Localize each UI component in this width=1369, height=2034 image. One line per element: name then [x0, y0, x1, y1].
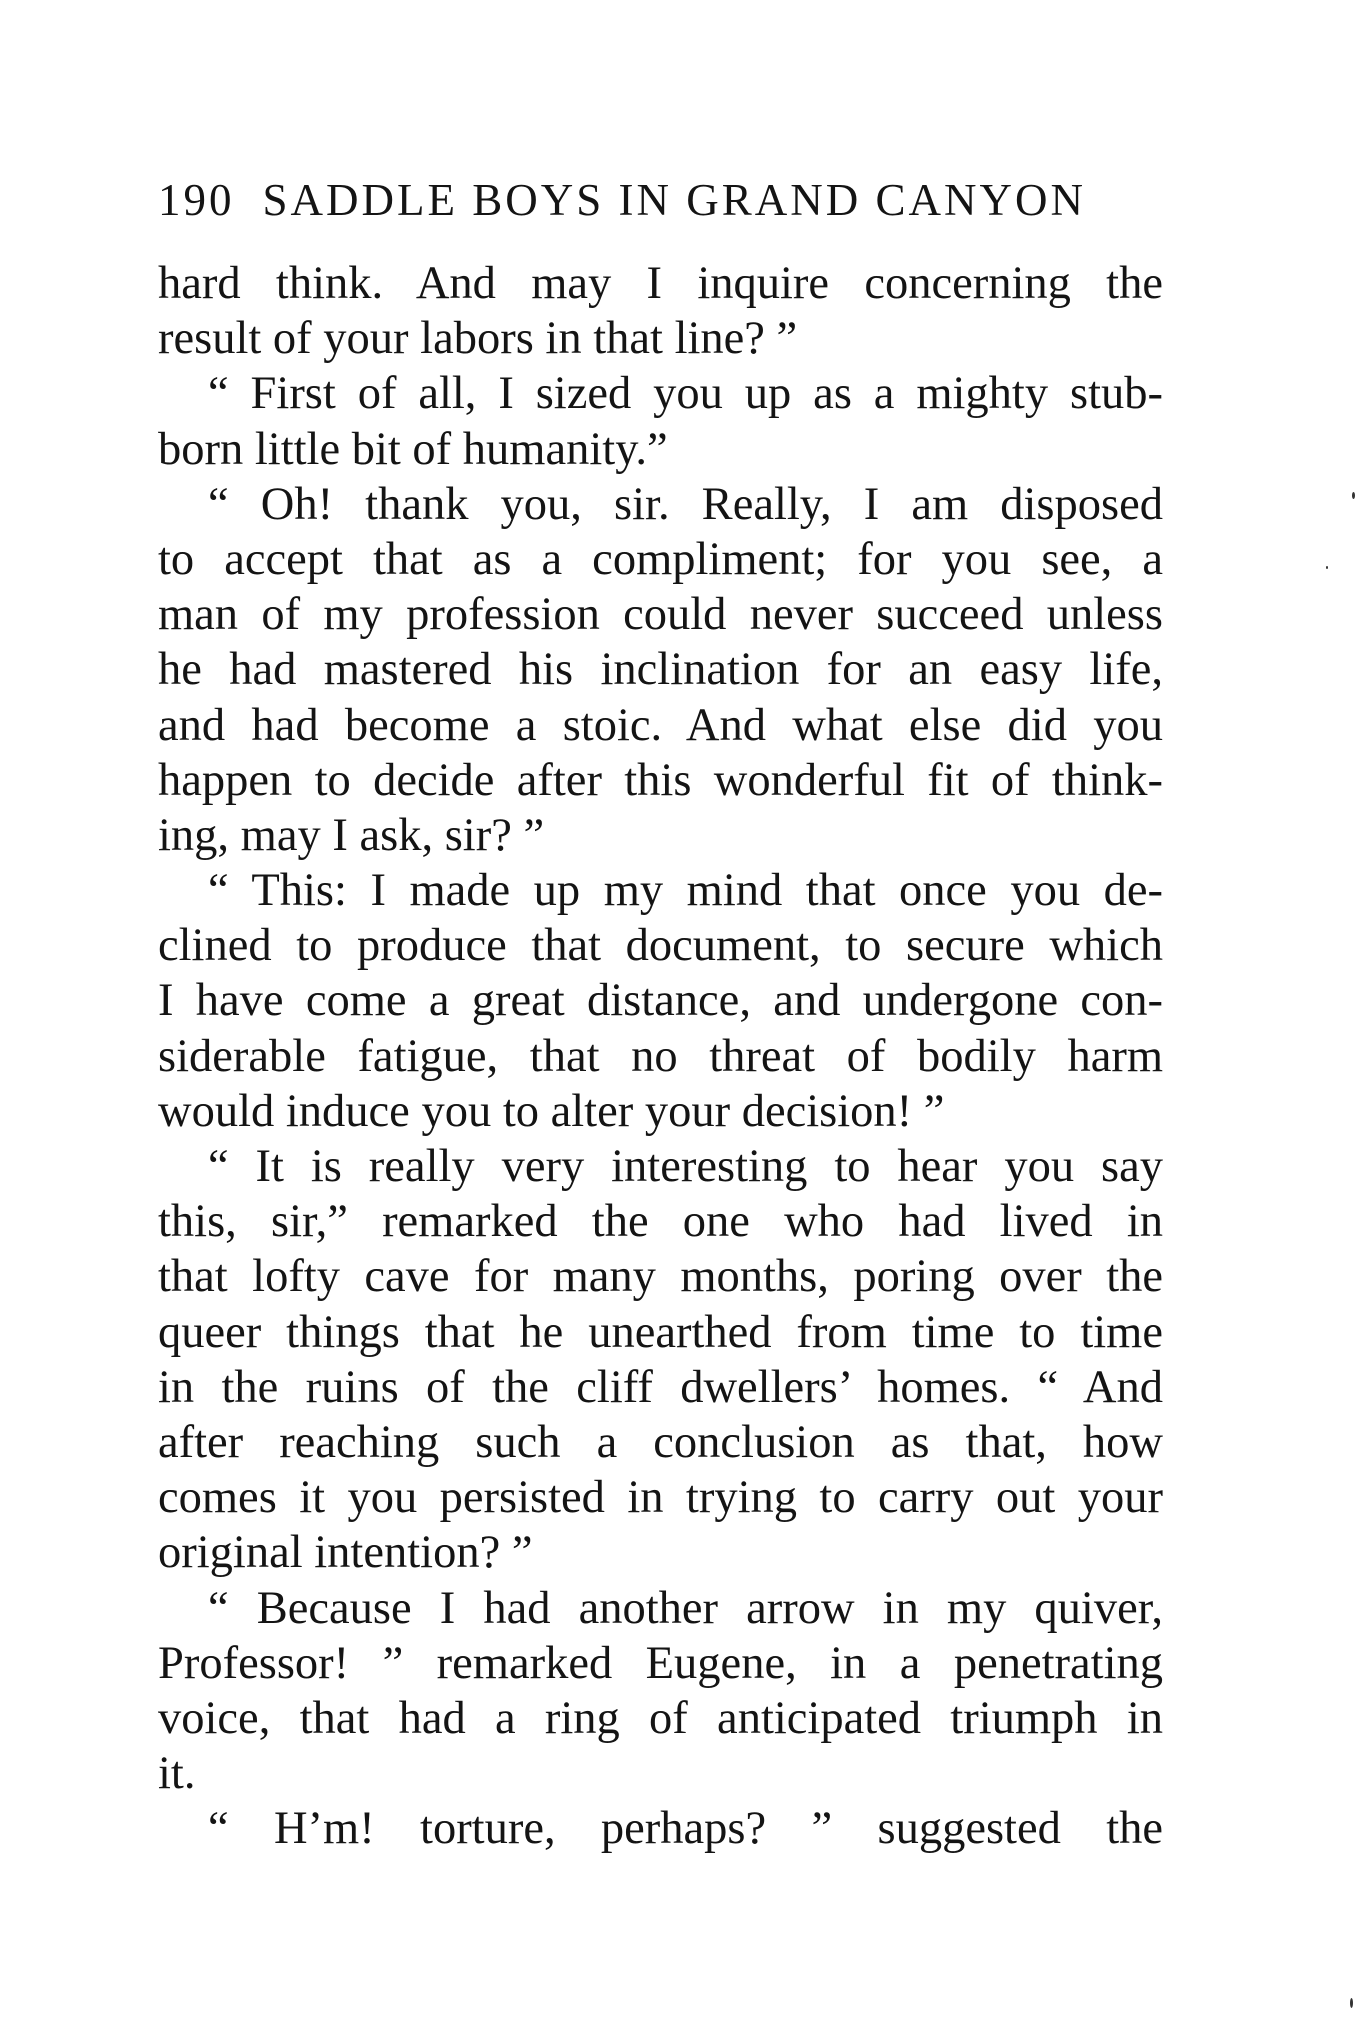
text-line: I have come a great distance, and undergone con- [158, 975, 1163, 1027]
text-line: Professor! ” remarked Eugene, in a penetrating [158, 1637, 1163, 1689]
text-line: “ Oh! thank you, sir. Really, I am disposed [208, 478, 1163, 530]
scan-speck [1326, 566, 1328, 569]
text-line: voice, that had a ring of anticipated triumph in [158, 1692, 1163, 1744]
text-line: born little bit of humanity.” [158, 423, 668, 475]
text-line: hard think. And may I inquire concerning the [158, 258, 1163, 309]
text-line: ing, may I ask, sir? ” [158, 809, 545, 861]
body-text [158, 256, 1163, 1856]
running-head [158, 170, 1158, 230]
running-title: SADDLE BOYS IN GRAND CANYON [262, 175, 1087, 225]
text-line: this, sir,” remarked the one who had lived in [158, 1196, 1163, 1248]
text-line: he had mastered his inclination for an easy life, [158, 644, 1163, 696]
text-line: “ First of all, I sized you up as a mighty stub- [208, 368, 1163, 420]
text-line: and had become a stoic. And what else did you [158, 699, 1163, 751]
text-line: siderable fatigue, that no threat of bodily harm [158, 1030, 1163, 1082]
text-line: queer things that he unearthed from time to time [158, 1306, 1163, 1358]
page-number: 190 [158, 175, 235, 225]
scan-speck [1350, 1998, 1353, 2008]
text-line: clined to produce that document, to secure which [158, 920, 1163, 972]
text-line: happen to decide after this wonderful fit of think- [158, 754, 1163, 806]
text-line: “ H’m! torture, perhaps? ” suggested the [208, 1803, 1163, 1855]
text-line: comes it you persisted in trying to carry out your [158, 1472, 1163, 1524]
text-line: result of your labors in that line? ” [158, 313, 798, 365]
scan-speck [1352, 492, 1355, 499]
text-line: original intention? ” [158, 1527, 533, 1579]
text-line: man of my profession could never succeed unless [158, 589, 1163, 641]
text-line: that lofty cave for many months, poring over the [158, 1251, 1163, 1303]
text-line: “ Because I had another arrow in my quiver, [208, 1582, 1163, 1634]
text-line: would induce you to alter your decision! ” [158, 1085, 945, 1137]
text-line: “ It is really very interesting to hear you say [208, 1141, 1163, 1192]
text-line: to accept that as a compliment; for you see, a [158, 533, 1163, 585]
text-line: “ This: I made up my mind that once you de- [208, 865, 1163, 917]
text-line: it. [158, 1748, 196, 1800]
text-line: in the ruins of the cliff dwellers’ homes. “ And [158, 1361, 1163, 1413]
text-line: after reaching such a conclusion as that, how [158, 1416, 1163, 1468]
